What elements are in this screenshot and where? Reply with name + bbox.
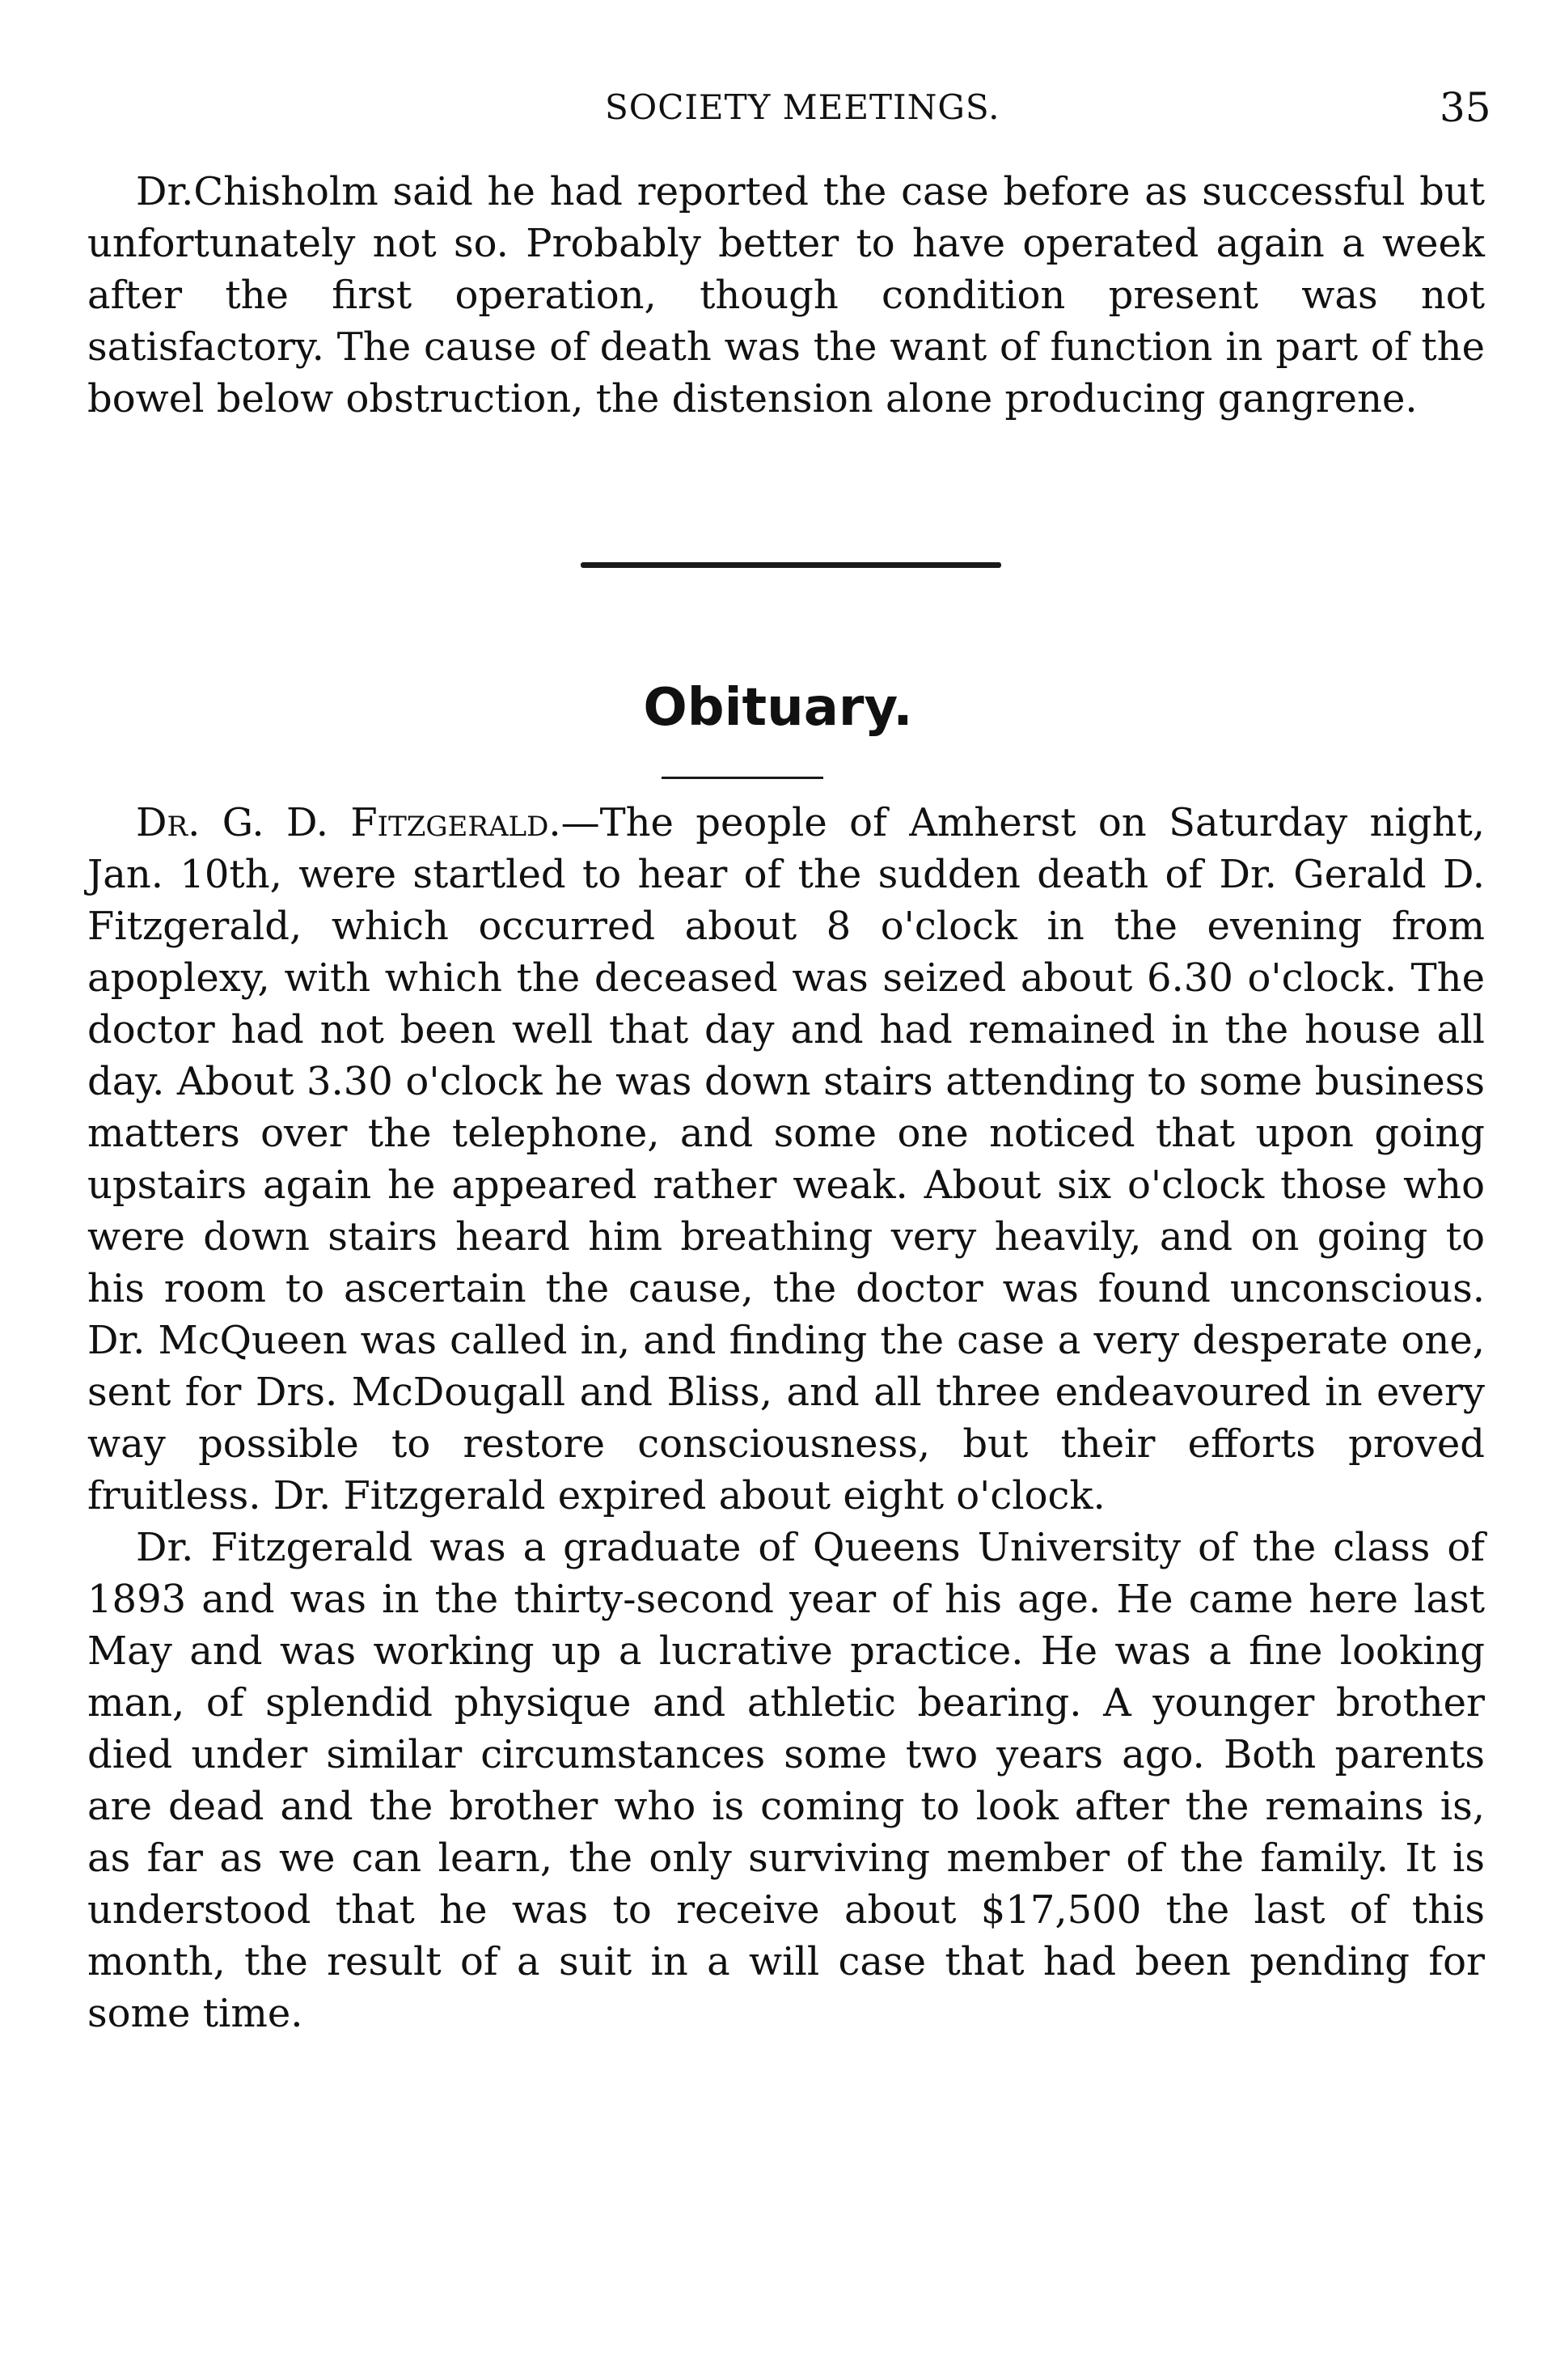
heading-underline	[662, 777, 823, 779]
continuation-paragraph: Dr.Chisholm said he had reported the case before as successful but unfortunately not so. Probably better to have operated again a week after the first operation, though condition present was not satisfactory. The cause of death was the want of function in part of the bowel below obstruction, the distension alone producing gangrene.	[87, 169, 1485, 421]
continuation-section	[87, 166, 1485, 425]
obituary-body	[87, 797, 1485, 2039]
running-title: SOCIETY MEETINGS.	[605, 87, 1000, 127]
obituary-paragraph-1	[87, 797, 1485, 1522]
section-divider	[581, 562, 1001, 568]
obituary-name: Dr. G. D. Fitzgerald.	[136, 800, 561, 845]
obituary-paragraph-2: Dr. Fitzgerald was a graduate of Queens University of the class of 1893 and was in the thirty-second year of his age. He came here last May and was working up a lucrative practice. He was a fine looking man, of splendid physique and athletic bearing. A younger brother died under similar circumstances some two years ago. Both parents are dead and the brother who is coming to look after the remains is, as far as we can learn, the only surviving member of the family. It is understood that he was to receive about $17,500 the last of this month, the result of a suit in a will case that had been pending for some time.	[87, 1525, 1485, 2036]
obituary-heading: Obituary.	[643, 678, 913, 738]
page-number: 35	[1440, 84, 1491, 131]
obituary-paragraph-1-text: —The people of Amherst on Saturday night, Jan. 10th, were startled to hear of the sudden death of Dr. Gerald D. Fitzgerald, which occurred about 8 o'clock in the evening from apoplexy, with which the deceased was seized about 6.30 o'clock. The doctor had not been well that day and had remained in the house all day. About 3.30 o'clock he was down stairs attending to some business matters over the telephone, and some one noticed that upon going upstairs again he appeared rather weak. About six o'clock those who were down stairs heard him breathing very heavily, and on going to his room to ascertain the cause, the doctor was found unconscious. Dr. McQueen was called in, and finding the case a very desperate one, sent for Drs. McDougall and Bliss, and all three endeavoured in every way possible to restore consciousness, but their efforts proved fruitless. Dr. Fitzgerald expired about eight o'clock.	[87, 800, 1485, 1518]
